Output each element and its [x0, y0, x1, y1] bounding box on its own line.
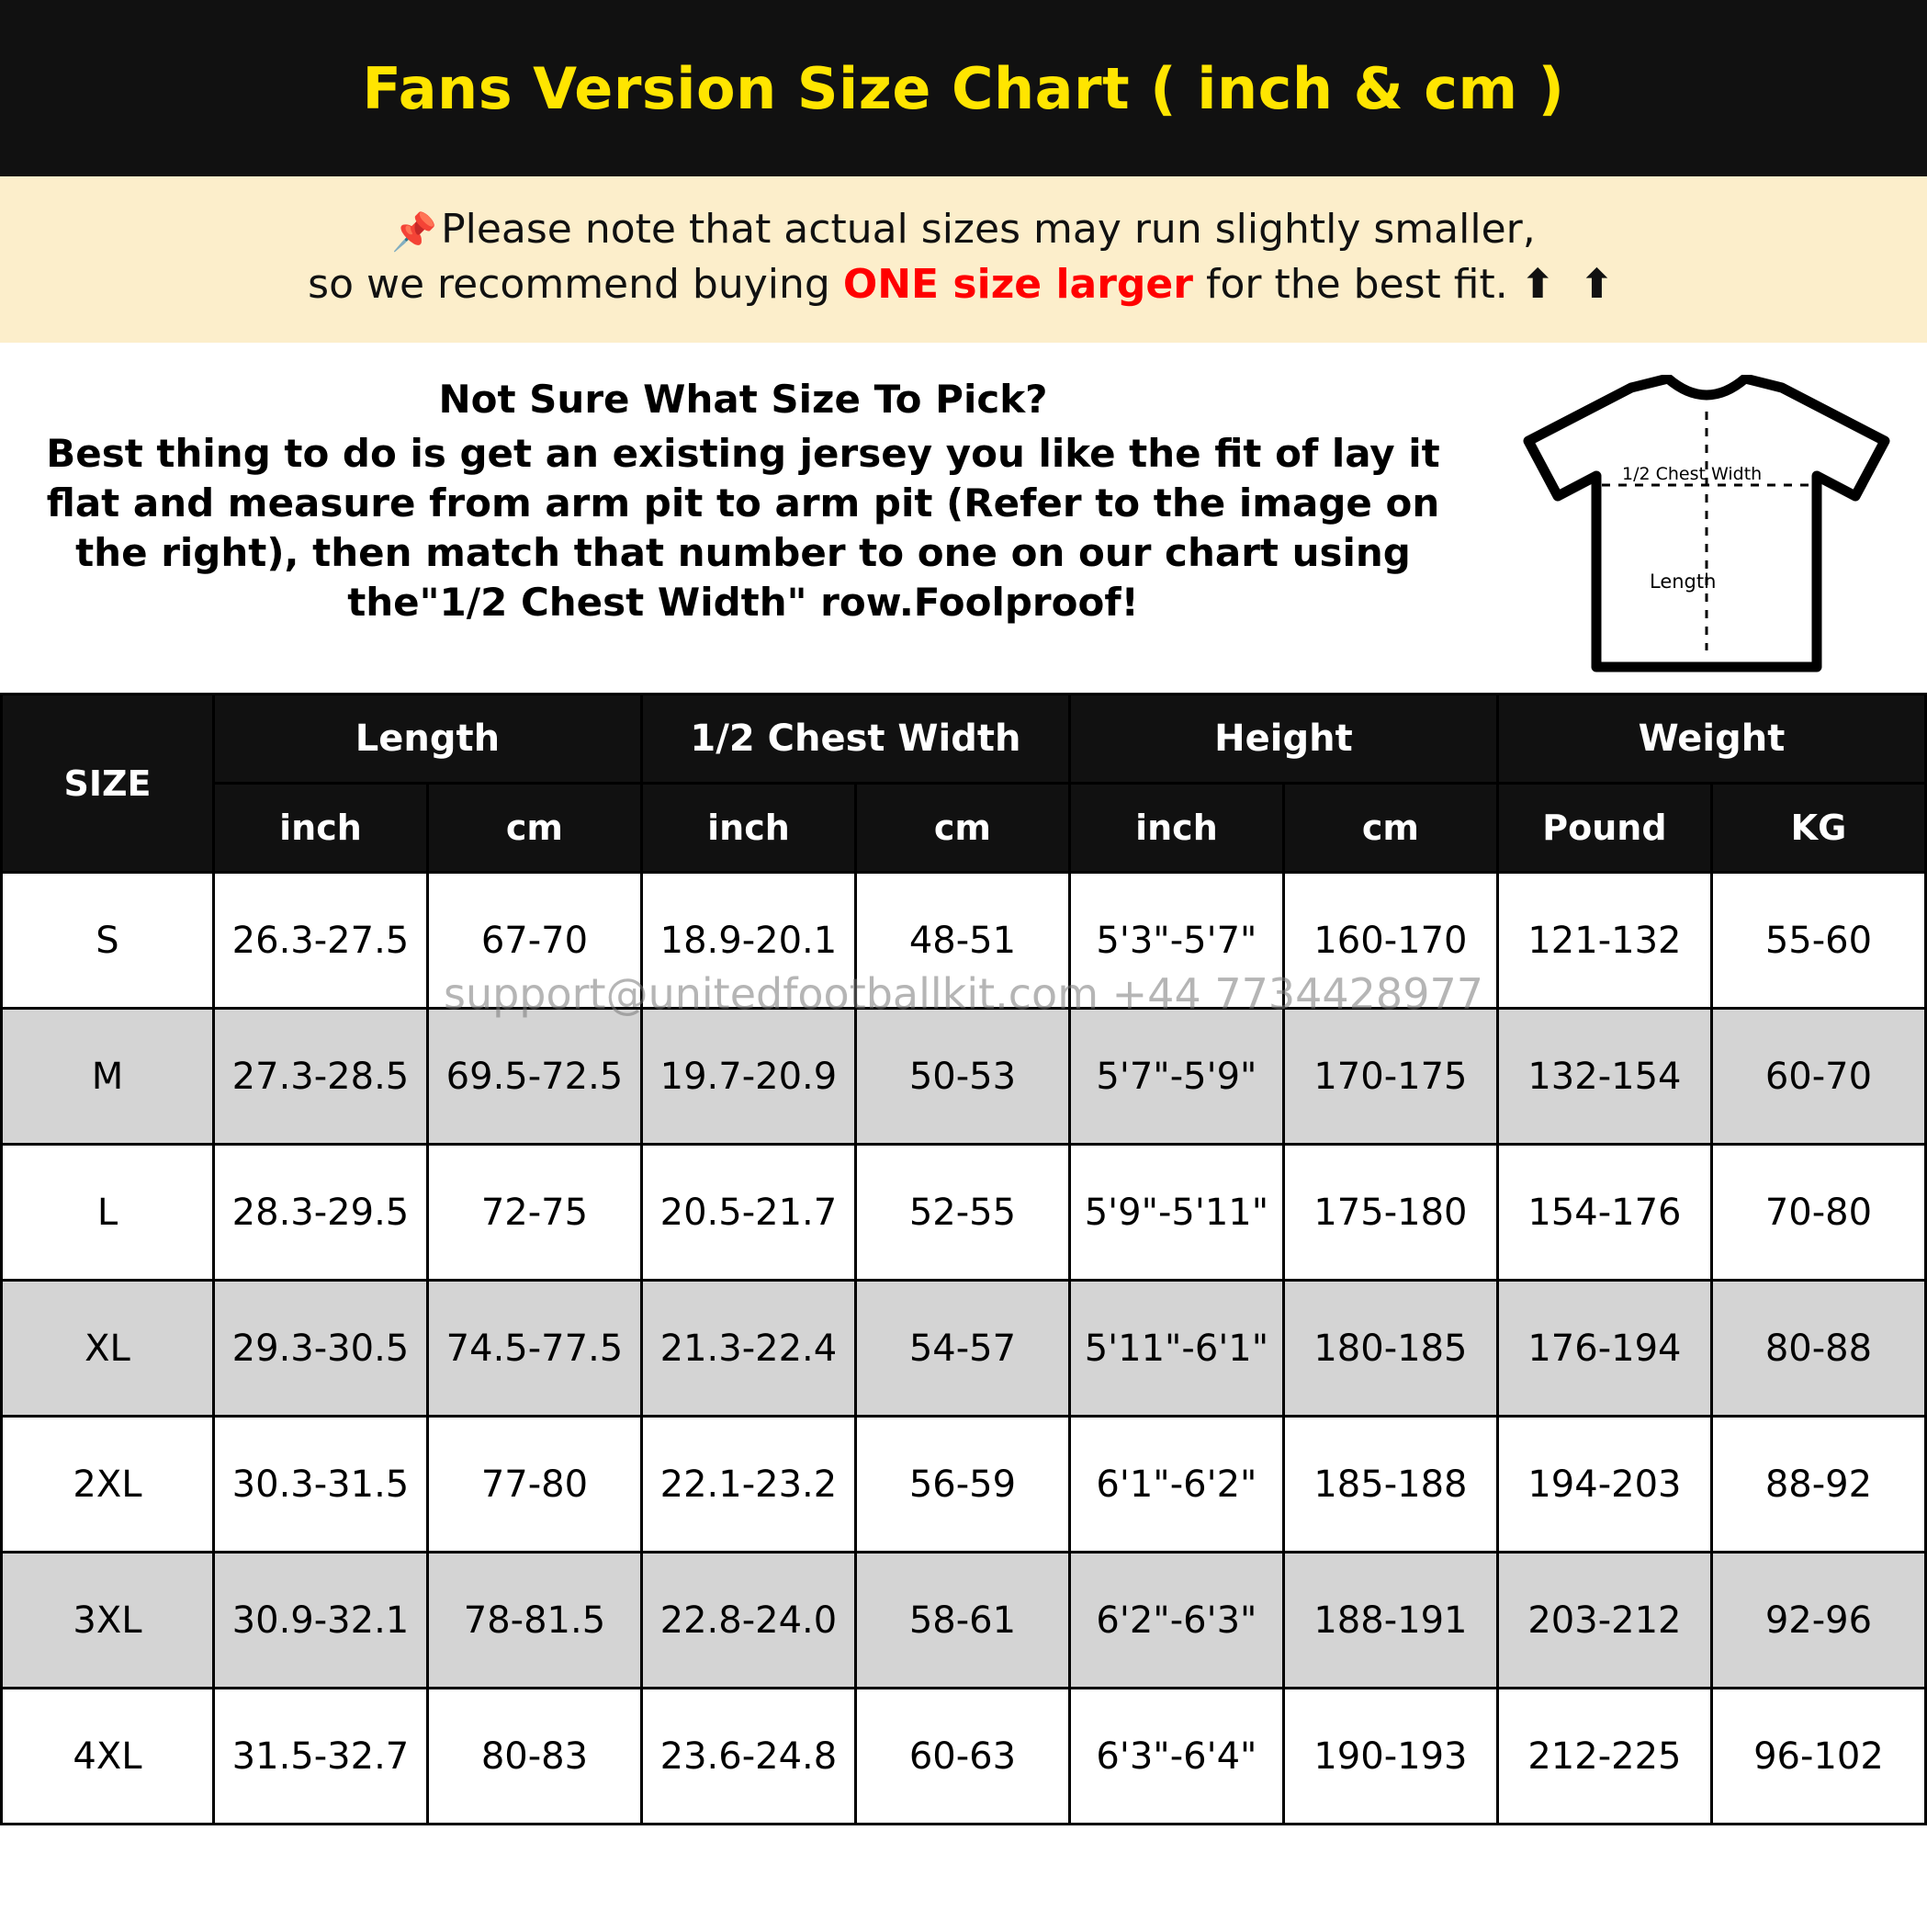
cell-chest-inch: 23.6-24.8	[641, 1689, 855, 1825]
cell-size: XL	[2, 1281, 214, 1417]
cell-height-inch: 5'7"-5'9"	[1069, 1009, 1283, 1145]
chart-title-bar	[0, 0, 1927, 176]
header-size: SIZE	[2, 695, 214, 873]
cell-length-inch: 30.9-32.1	[213, 1553, 427, 1689]
cell-chest-cm: 52-55	[855, 1145, 1069, 1281]
header-group-weight: Weight	[1497, 695, 1925, 784]
cell-size: S	[2, 873, 214, 1009]
cell-height-inch: 5'9"-5'11"	[1069, 1145, 1283, 1281]
header-unit-length-inch: inch	[213, 784, 427, 873]
cell-length-cm: 77-80	[427, 1417, 641, 1553]
table-row	[2, 1553, 1926, 1689]
table-row	[2, 873, 1926, 1009]
chest-width-label: 1/2 Chest Width	[1622, 464, 1763, 485]
header-unit-weight-kg: KG	[1711, 784, 1925, 873]
cell-height-inch: 6'1"-6'2"	[1069, 1417, 1283, 1553]
pin-icon: 📌	[391, 211, 438, 254]
cell-weight-kg: 60-70	[1711, 1009, 1925, 1145]
cell-height-cm: 180-185	[1283, 1281, 1497, 1417]
cell-height-inch: 6'2"-6'3"	[1069, 1553, 1283, 1689]
cell-chest-cm: 50-53	[855, 1009, 1069, 1145]
cell-chest-cm: 54-57	[855, 1281, 1069, 1417]
cell-chest-cm: 56-59	[855, 1417, 1069, 1553]
header-group-height: Height	[1069, 695, 1497, 784]
page-title: Fans Version Size Chart ( inch & cm )	[362, 54, 1565, 122]
size-table	[0, 693, 1927, 1825]
cell-chest-inch: 22.1-23.2	[641, 1417, 855, 1553]
table-row	[2, 1009, 1926, 1145]
header-unit-chest-inch: inch	[641, 784, 855, 873]
cell-weight-pound: 121-132	[1497, 873, 1711, 1009]
cell-height-inch: 6'3"-6'4"	[1069, 1689, 1283, 1825]
cell-weight-pound: 194-203	[1497, 1417, 1711, 1553]
header-unit-height-inch: inch	[1069, 784, 1283, 873]
cell-size: 2XL	[2, 1417, 214, 1553]
table-row	[2, 1417, 1926, 1553]
advice-section	[0, 345, 1927, 693]
cell-weight-kg: 96-102	[1711, 1689, 1925, 1825]
cell-size: M	[2, 1009, 214, 1145]
advice-body: Best thing to do is get an existing jersey you like the fit of lay it flat and measure from arm pit to arm pit (Refer to the image on the right), then match that number to one on our chart using the"1/2 Chest Width" row.Foolproof!	[46, 431, 1440, 625]
table-head-row-units	[2, 784, 1926, 873]
header-group-length: Length	[213, 695, 641, 784]
contact-watermark: support@unitedfootballkit.com +44 7734428977	[443, 969, 1483, 1019]
table-body	[2, 873, 1926, 1825]
cell-length-inch: 27.3-28.5	[213, 1009, 427, 1145]
note-line-2	[18, 257, 1909, 311]
cell-chest-inch: 21.3-22.4	[641, 1281, 855, 1417]
arrow-up-icon: ⬆ ⬆	[1520, 261, 1619, 308]
table-head-row-groups	[2, 695, 1926, 784]
cell-chest-cm: 60-63	[855, 1689, 1069, 1825]
cell-chest-inch: 20.5-21.7	[641, 1145, 855, 1281]
cell-length-inch: 29.3-30.5	[213, 1281, 427, 1417]
length-label: Length	[1650, 571, 1717, 593]
cell-chest-cm: 58-61	[855, 1553, 1069, 1689]
cell-length-cm: 72-75	[427, 1145, 641, 1281]
note-line-1-text: Please note that actual sizes may run slightly smaller,	[441, 206, 1536, 253]
header-group-chest-width: 1/2 Chest Width	[641, 695, 1069, 784]
cell-height-cm: 188-191	[1283, 1553, 1497, 1689]
advice-heading: Not Sure What Size To Pick?	[438, 377, 1048, 423]
cell-length-inch: 28.3-29.5	[213, 1145, 427, 1281]
note-line-1	[18, 202, 1909, 257]
table-head	[2, 695, 1926, 873]
cell-height-cm: 185-188	[1283, 1417, 1497, 1553]
cell-length-cm: 69.5-72.5	[427, 1009, 641, 1145]
cell-weight-pound: 154-176	[1497, 1145, 1711, 1281]
cell-chest-inch: 22.8-24.0	[641, 1553, 855, 1689]
cell-weight-kg: 92-96	[1711, 1553, 1925, 1689]
tshirt-diagram	[1486, 362, 1927, 678]
cell-weight-kg: 55-60	[1711, 873, 1925, 1009]
header-unit-weight-pound: Pound	[1497, 784, 1711, 873]
cell-chest-cm: 48-51	[855, 873, 1069, 1009]
note-line-2-suffix: for the best fit.	[1192, 261, 1508, 308]
cell-chest-inch: 18.9-20.1	[641, 873, 855, 1009]
cell-length-cm: 67-70	[427, 873, 641, 1009]
table-row	[2, 1145, 1926, 1281]
table-row	[2, 1281, 1926, 1417]
cell-height-inch: 5'11"-6'1"	[1069, 1281, 1283, 1417]
cell-height-cm: 175-180	[1283, 1145, 1497, 1281]
cell-length-cm: 80-83	[427, 1689, 641, 1825]
header-unit-chest-cm: cm	[855, 784, 1069, 873]
cell-weight-pound: 212-225	[1497, 1689, 1711, 1825]
header-unit-length-cm: cm	[427, 784, 641, 873]
note-highlight: ONE size larger	[842, 261, 1193, 308]
header-unit-height-cm: cm	[1283, 784, 1497, 873]
note-line-2-prefix: so we recommend buying	[308, 261, 843, 308]
tshirt-icon	[1514, 375, 1899, 678]
cell-chest-inch: 19.7-20.9	[641, 1009, 855, 1145]
cell-weight-kg: 80-88	[1711, 1281, 1925, 1417]
cell-weight-pound: 176-194	[1497, 1281, 1711, 1417]
cell-weight-pound: 203-212	[1497, 1553, 1711, 1689]
cell-height-cm: 160-170	[1283, 873, 1497, 1009]
note-banner	[0, 176, 1927, 345]
cell-length-inch: 30.3-31.5	[213, 1417, 427, 1553]
cell-length-cm: 74.5-77.5	[427, 1281, 641, 1417]
cell-size: 3XL	[2, 1553, 214, 1689]
cell-length-inch: 31.5-32.7	[213, 1689, 427, 1825]
cell-weight-pound: 132-154	[1497, 1009, 1711, 1145]
cell-length-inch: 26.3-27.5	[213, 873, 427, 1009]
cell-weight-kg: 70-80	[1711, 1145, 1925, 1281]
cell-length-cm: 78-81.5	[427, 1553, 641, 1689]
cell-size: L	[2, 1145, 214, 1281]
cell-size: 4XL	[2, 1689, 214, 1825]
cell-weight-kg: 88-92	[1711, 1417, 1925, 1553]
cell-height-cm: 170-175	[1283, 1009, 1497, 1145]
advice-text-block	[0, 362, 1486, 627]
cell-height-cm: 190-193	[1283, 1689, 1497, 1825]
table-row	[2, 1689, 1926, 1825]
cell-height-inch: 5'3"-5'7"	[1069, 873, 1283, 1009]
